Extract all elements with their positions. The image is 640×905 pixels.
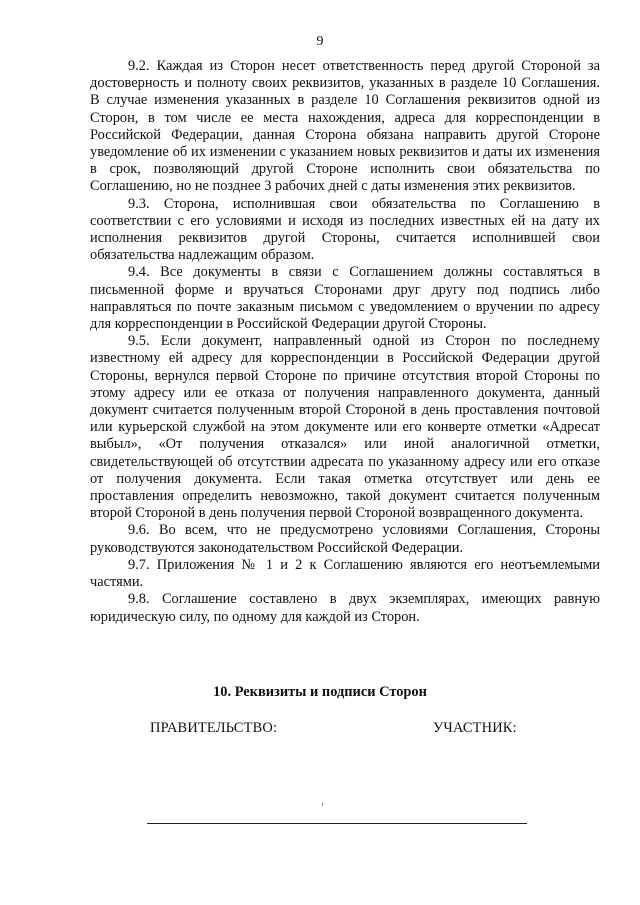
section-9-body <box>90 58 600 626</box>
signature-line <box>147 823 527 824</box>
paragraph-9-7: 9.7. Приложения № 1 и 2 к Соглашению являются его неотъемлемыми частями. <box>90 556 600 591</box>
participant-party-label: УЧАСТНИК: <box>433 720 517 736</box>
page-number: 9 <box>316 34 324 49</box>
scan-speck <box>322 803 323 806</box>
paragraph-9-8: 9.8. Соглашение составлено в двух экземплярах, имеющих равную юридическую силу, по одному для каждой из Сторон. <box>90 591 600 625</box>
paragraph-9-4: 9.4. Все документы в связи с Соглашением должны составляться в письменной форме и вручаться Сторонами друг другу под подпись либо направляться по почте заказным письмом с уведомлением о вручении по адресу для корреспонденции в Российской Федерации другой Стороны. <box>90 264 600 333</box>
paragraph-9-5: 9.5. Если документ, направленный одной из Сторон по последнему известному ей адресу для корреспонденции в Российской Федерации другой Стороны, вернулся первой Стороне по причине отсутствия второй Стороны по этому адресу или ее отказа от получения направленного документа, данный документ считается полученным второй Стороной в день проставления почтовой или курьерской службой на этом документе или его конверте отметки «Адресат выбыл», «От получения отказался» или иной аналогичной отметки, свидетельствующей об отсутствии адресата по указанному адресу или его отказе от получения документа. Если такая отметка отсутствует или день ее проставления определить невозможно, такой документ считается полученным второй Стороной в день получения первой Стороной возвращенного документа. <box>90 333 600 522</box>
section-10-heading: 10. Реквизиты и подписи Сторон <box>213 684 427 700</box>
paragraph-9-6: 9.6. Во всем, что не предусмотрено условиями Соглашения, Стороны руководствуются законодательством Российской Федерации. <box>90 522 600 556</box>
paragraph-9-3: 9.3. Сторона, исполнившая свои обязательства по Соглашению в соответствии с его условиями и исходя из последних известных ей на дату их исполнения реквизитов другой Стороны, считается исполнившей свои обязательства надлежащим образом. <box>90 195 600 264</box>
government-party-label: ПРАВИТЕЛЬСТВО: <box>150 720 278 736</box>
paragraph-9-2: 9.2. Каждая из Сторон несет ответственность перед другой Стороной за достоверность и полноту своих реквизитов, указанных в разделе 10 Соглашения. В случае изменения указанных в разделе 10 Соглашения реквизитов одной из Сторон, в том числе ее места нахождения, адреса для корреспонденции в Российской Федерации, данная Сторона обязана направить другой Стороне уведомление об их изменении с указанием новых реквизитов и даты их изменения в срок, позволяющий другой Стороне исполнить свои обязательства по Соглашению, но не позднее 3 рабочих дней с даты изменения этих реквизитов. <box>90 58 600 195</box>
